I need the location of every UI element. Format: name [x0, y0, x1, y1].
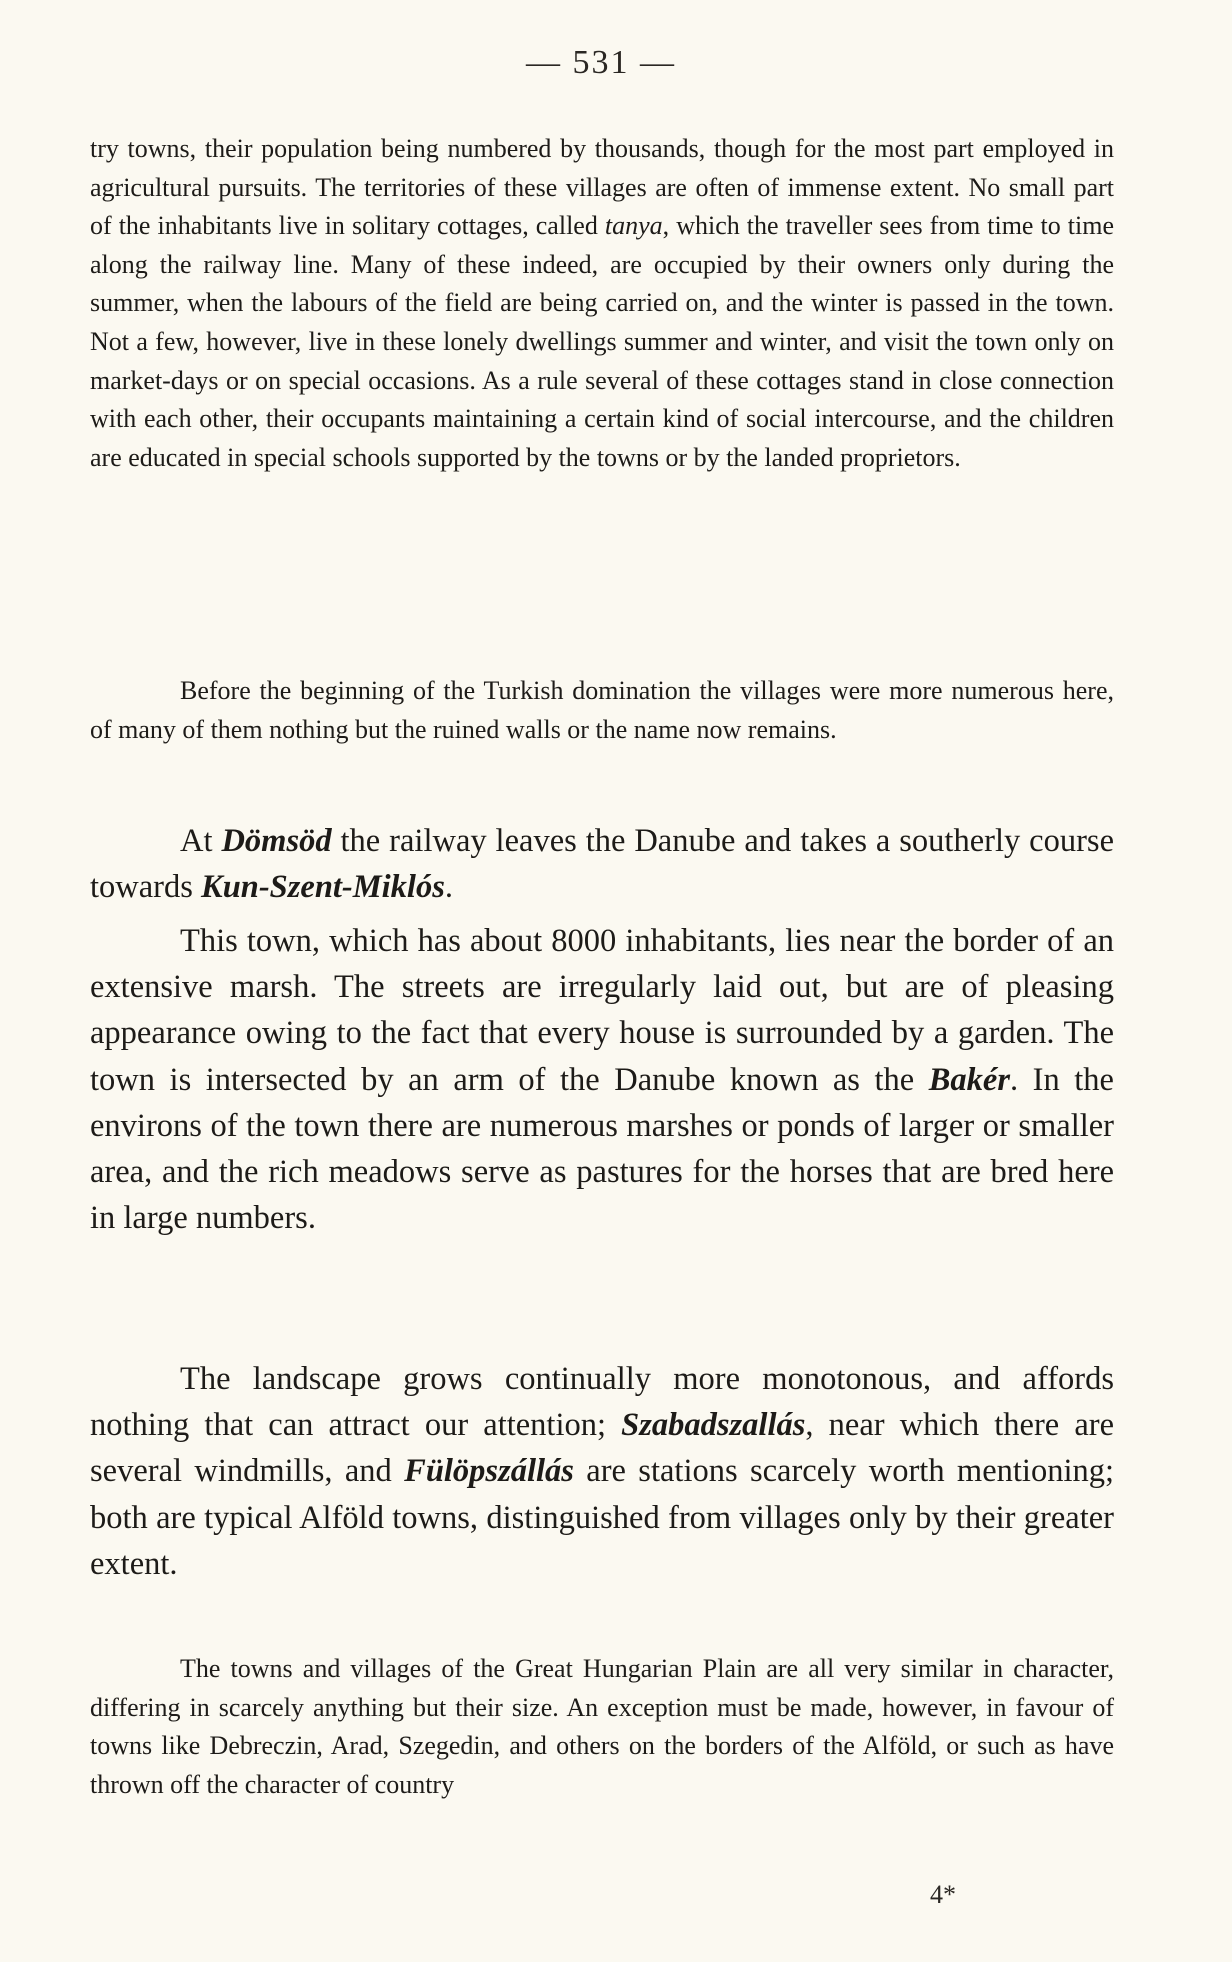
paragraph-text: Before the beginning of the Turkish domination the villages were more numerous here, of many of them nothing but the ruined walls or the name now remains.: [90, 676, 1114, 744]
paragraph-domsod: [90, 818, 1114, 910]
page-number: — 531 —: [526, 44, 676, 81]
paragraph-turkish-domination: [90, 672, 1114, 749]
paragraph-town-description: [90, 918, 1114, 1241]
text-run: try towns, their population being numbered by thousands, though for the most part employed in agricultural pursuits. The territories of these villages are often of immense extent. No small part of the inhabitants live in solitary cottages, called: [90, 134, 1114, 241]
paragraph-text: The towns and villages of the Great Hungarian Plain are all very similar in character, differing in scarcely anything but their size. An exception must be made, however, in favour of towns like Debreczin, Arad, Szegedin, and others on the borders of the Alföld, or such as have thrown off the character of country: [90, 1654, 1114, 1799]
text-run: . In the environs of the town there are numerous marshes or ponds of larger or smaller area, and the rich meadows serve as pastures for the horses that are bred here in large numbers.: [90, 1061, 1114, 1237]
text-run: At: [180, 823, 222, 859]
paragraph-text: [90, 818, 1114, 910]
paragraph-great-plain: [90, 1650, 1114, 1804]
paragraph-text: [90, 918, 1114, 1241]
paragraph-landscape: [90, 1356, 1114, 1587]
place-name-kun-szent-miklos: Kun-Szent-Miklós: [201, 869, 445, 906]
paragraph-text: [90, 1356, 1114, 1587]
text-run: This town, which has about 8000 inhabitants, lies near the border of an extensive marsh. The streets are irregularly laid out, but are of pleasing appearance owing to the fact that every house is surrounded by a garden. The town is intersected by an arm of the Danube known as the: [90, 923, 1114, 1098]
italic-term-tanya: tanya: [604, 211, 663, 241]
place-name-szabadszallas: Szabadszallás: [621, 1407, 806, 1444]
text-run: , which the traveller sees from time to time along the railway line. Many of these indeed, are occupied by their owners only during the summer, when the labours of the field are being carried on, and the winter is passed in the town. Not a few, however, live in these lonely dwellings summer and winter, and visit the town only on market-days or on special occasions. As a rule several of these cottages stand in close connection with each other, their occupants maintaining a certain kind of social intercourse, and the children are educated in special schools supported by the towns or by the landed proprietors.: [90, 211, 1114, 472]
paragraph-text: [90, 130, 1114, 477]
place-name-domsod: Dömsöd: [221, 823, 332, 859]
place-name-fulopszallas: Fülöpszállás: [404, 1453, 574, 1490]
text-run: are stations scarcely worth mentioning; both are typical Alföld towns, distinguished from villages only by their greater extent.: [90, 1453, 1115, 1582]
text-run: The landscape grows continually more monotonous, and affords nothing that can attract our attention;: [90, 1361, 1114, 1444]
signature-mark: 4*: [930, 1880, 956, 1909]
place-name-baker: Bakér: [928, 1061, 1010, 1098]
text-run: .: [444, 869, 453, 906]
paragraph-tanya: [90, 130, 1114, 477]
text-run: , near which there are several windmills, and: [90, 1407, 1114, 1490]
text-run: the railway leaves the Danube and takes a southerly course towards: [90, 823, 1114, 906]
